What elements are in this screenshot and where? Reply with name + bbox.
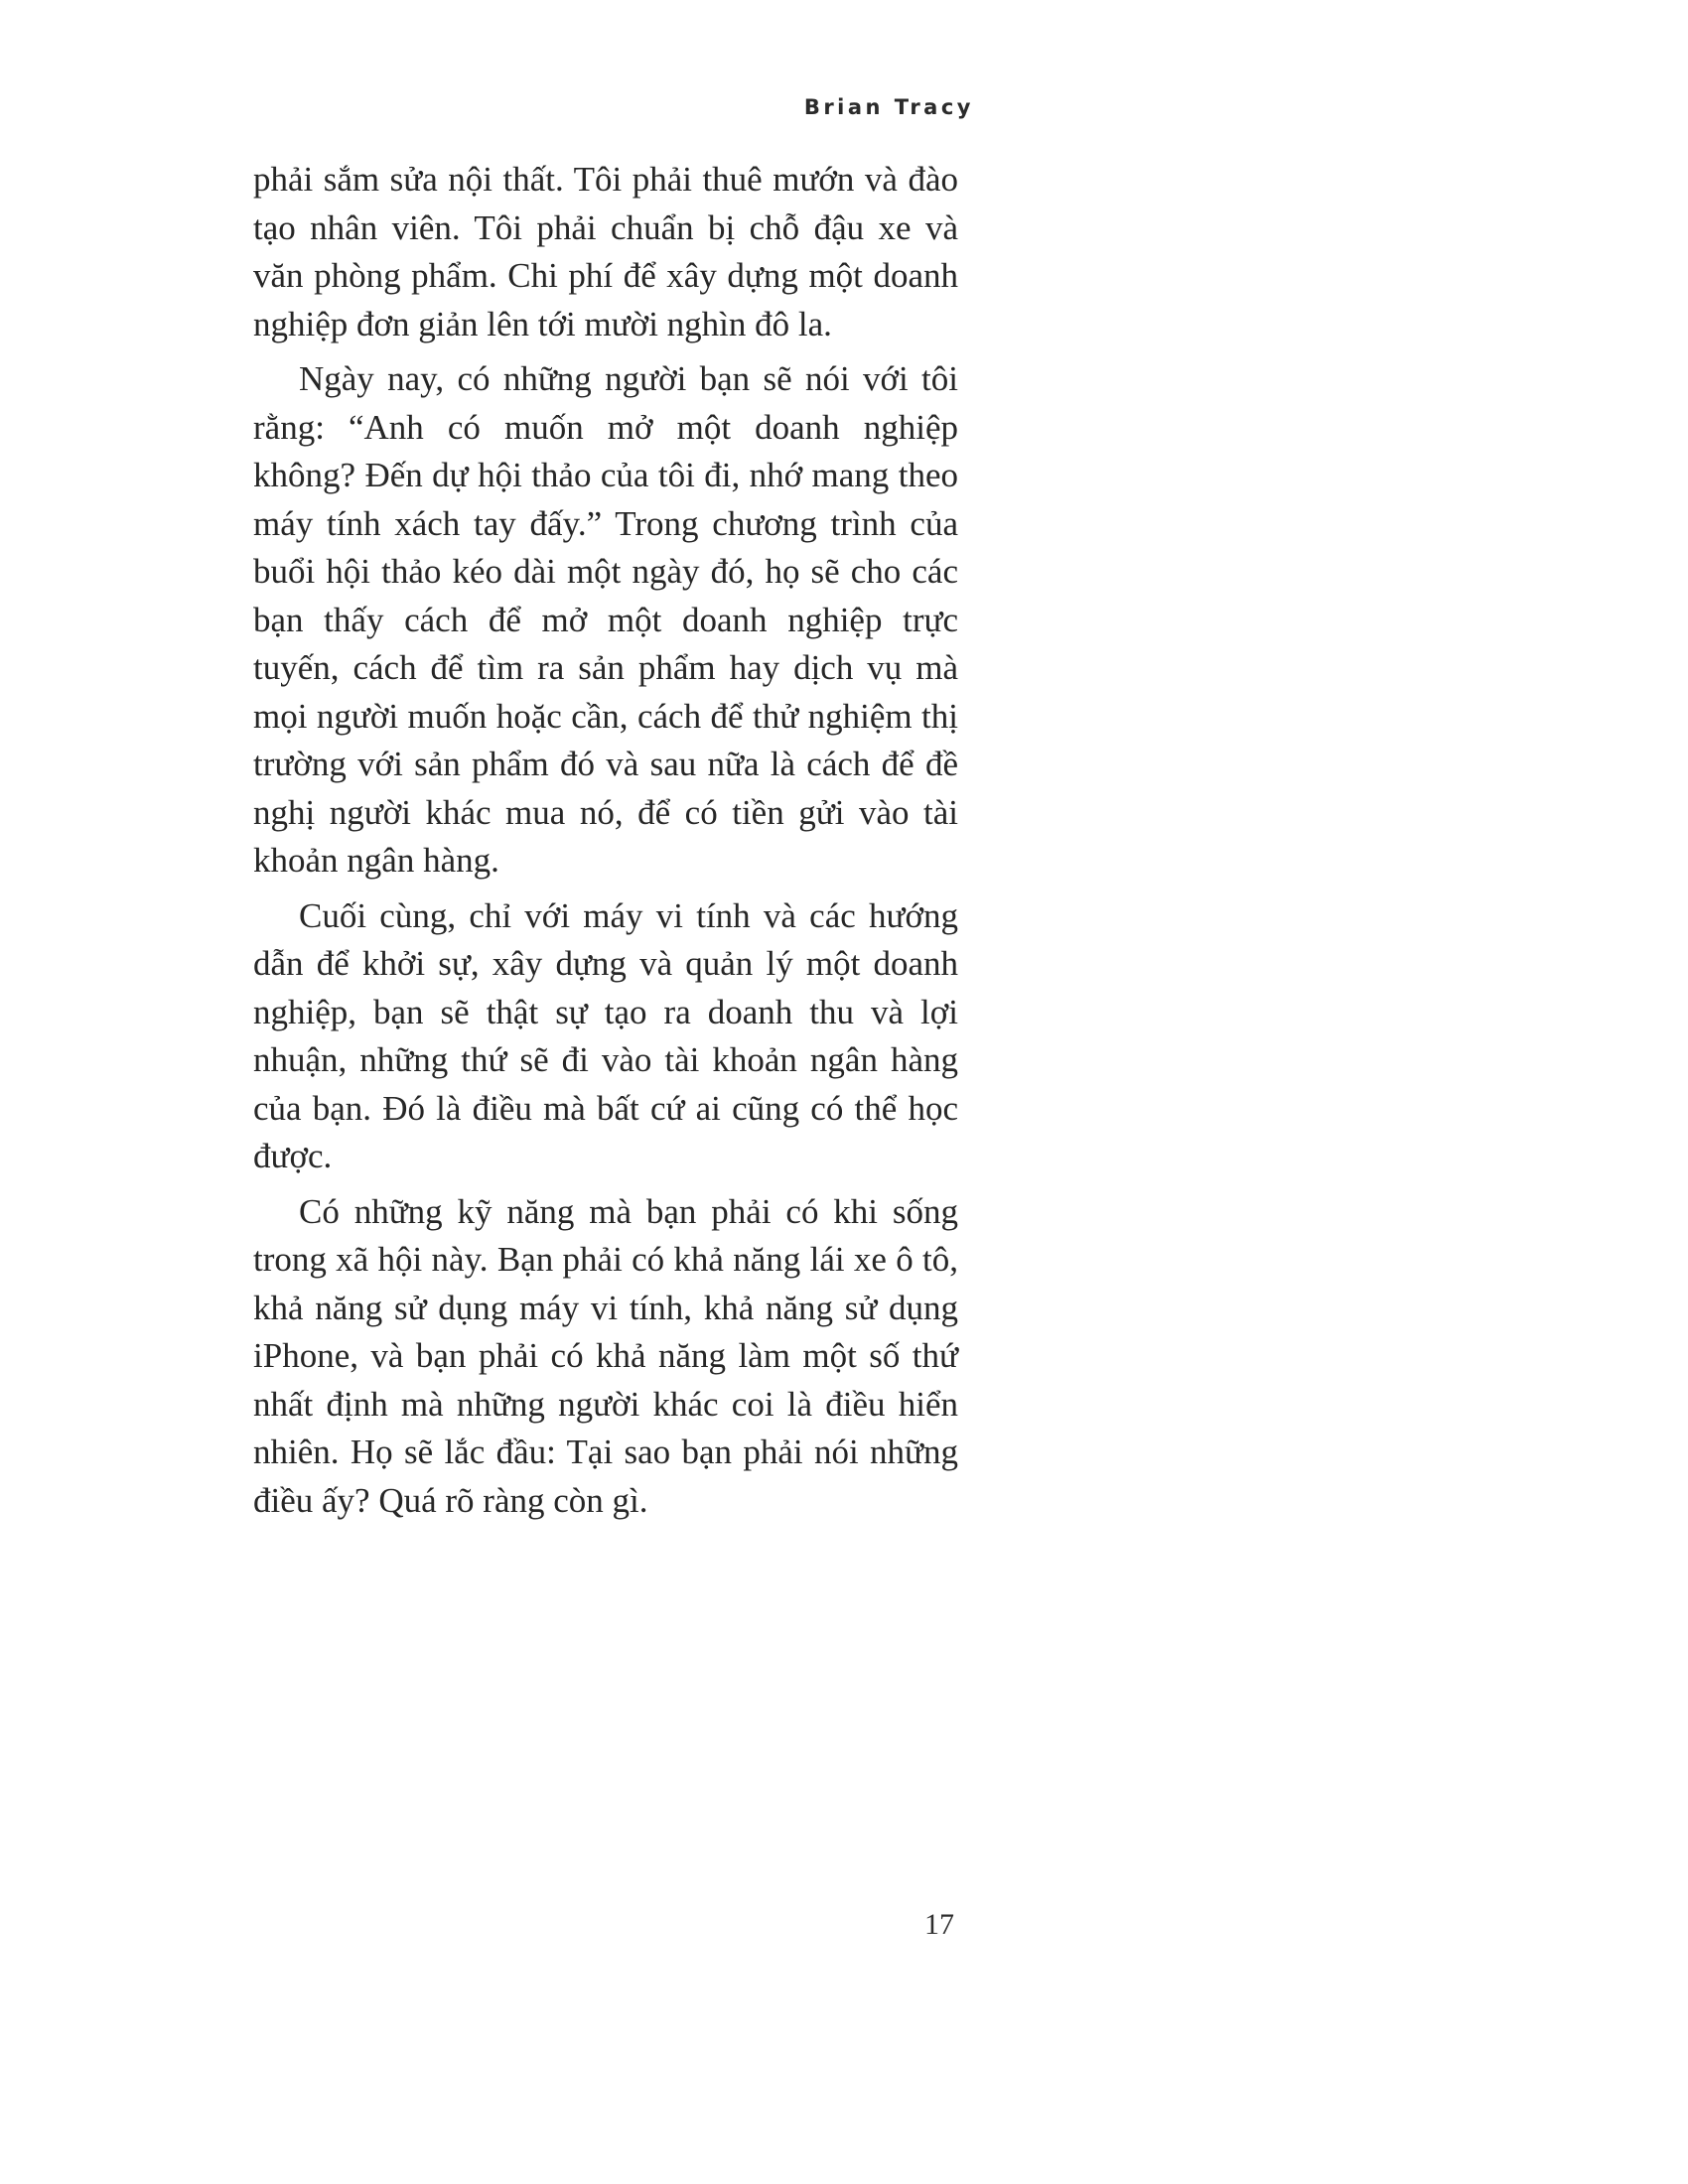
body-text <box>253 156 958 1532</box>
page-number: 17 <box>924 1908 954 1941</box>
paragraph: phải sắm sửa nội thất. Tôi phải thuê mướn và đào tạo nhân viên. Tôi phải chuẩn bị chỗ đậu xe và văn phòng phẩm. Chi phí để xây dựng một doanh nghiệp đơn giản lên tới mười nghìn đô la. <box>253 160 958 343</box>
paragraph: Ngày nay, có những người bạn sẽ nói với tôi rằng: “Anh có muốn mở một doanh nghiệp không? Đến dự hội thảo của tôi đi, nhớ mang theo máy tính xách tay đấy.” Trong chương trình của buổi hội thảo kéo dài một ngày đó, họ sẽ cho các bạn thấy cách để mở một doanh nghiệp trực tuyến, cách để tìm ra sản phẩm hay dịch vụ mà mọi người muốn hoặc cần, cách để thử nghiệm thị trường với sản phẩm đó và sau nữa là cách để đề nghị người khác mua nó, để có tiền gửi vào tài khoản ngân hàng. <box>253 359 958 880</box>
running-header <box>253 95 974 119</box>
paragraph: Cuối cùng, chỉ với máy vi tính và các hướng dẫn để khởi sự, xây dựng và quản lý một doanh nghiệp, bạn sẽ thật sự tạo ra doanh thu và lợi nhuận, những thứ sẽ đi vào tài khoản ngân hàng của bạn. Đó là điều mà bất cứ ai cũng có thể học được. <box>253 895 958 1175</box>
author-name: Brian Tracy <box>803 95 974 119</box>
page-footer <box>253 1908 954 1942</box>
paragraph: Có những kỹ năng mà bạn phải có khi sống trong xã hội này. Bạn phải có khả năng lái xe ô tô, khả năng sử dụng máy vi tính, khả năng sử dụng iPhone, và bạn phải có khả năng làm một số thứ nhất định mà những người khác coi là điều hiển nhiên. Họ sẽ lắc đầu: Tại sao bạn phải nói những điều ấy? Quá rõ ràng còn gì. <box>253 1191 958 1520</box>
